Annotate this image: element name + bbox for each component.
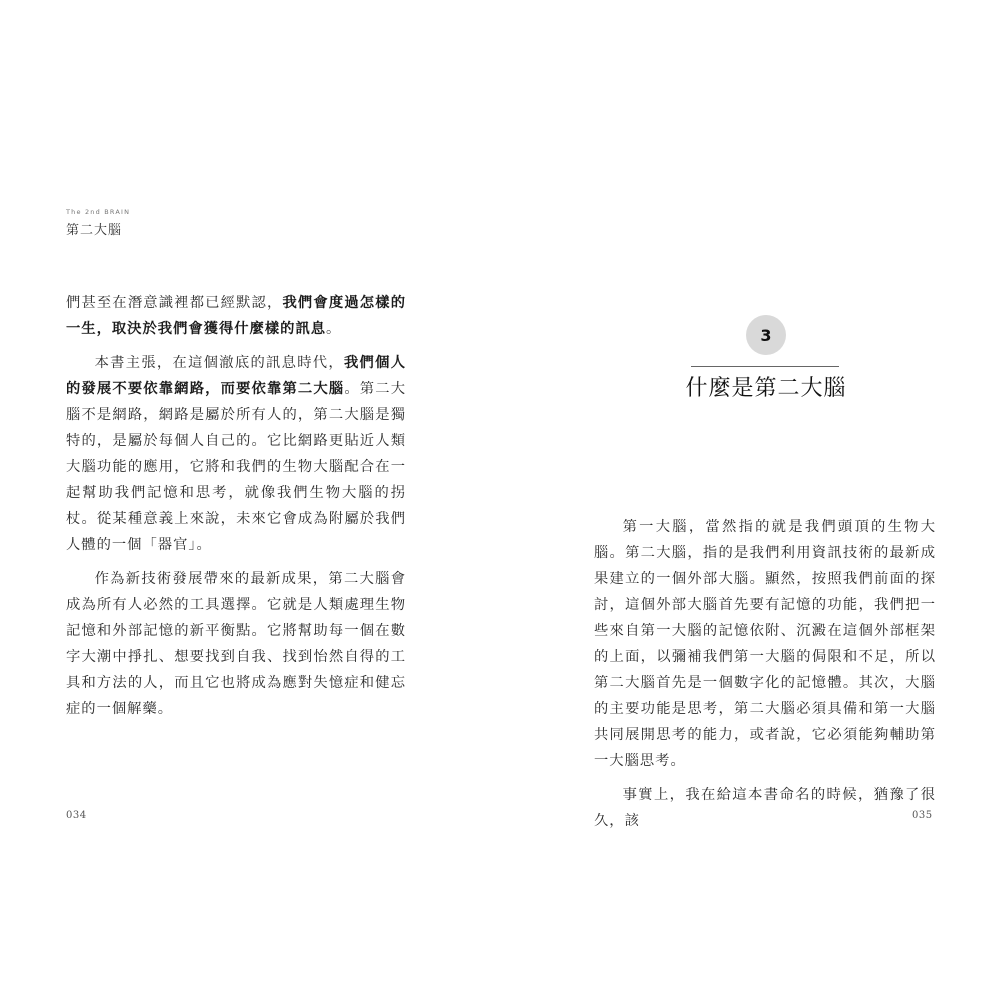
page-number-left: 034 (66, 810, 87, 821)
right-page-body (594, 514, 936, 842)
right-paragraph-2: 事實上，我在給這本書命名的時候，猶豫了很久，該 (594, 787, 936, 829)
text-run: 本書主張，在這個澈底的訊息時代， (94, 355, 344, 371)
left-paragraph-3 (66, 566, 406, 722)
header-chinese-title: 第二大腦 (66, 223, 123, 238)
chapter-title: 什麼是第二大腦 (685, 376, 847, 401)
left-paragraph-2 (66, 350, 406, 558)
page-number-right: 035 (912, 810, 933, 821)
text-run: 作為新技術發展帶來的最新成果，第二大腦會成為所有人必然的工具選擇。它就是人類處理生物記憶和外部記憶的新平衡點。它將幫助每一個在數字大潮中掙扎、想要找到自我、找到怡然自得的工具和方法的人，而且它也將成為應對失憶症和健忘症的一個解藥。 (66, 571, 406, 717)
chapter-divider (691, 366, 839, 367)
chapter-number-badge: 3 (746, 315, 786, 355)
text-run: 們甚至在潛意識裡都已經默認， (66, 295, 283, 311)
header-english-title: The 2nd BRAIN (66, 208, 131, 216)
text-run: 。第二大腦不是網路，網路是屬於所有人的，第二大腦是獨特的，是屬於每個人自己的。它比網路更貼近人類大腦功能的應用，它將和我們的生物大腦配合在一起幫助我們記憶和思考，就像我們生物大腦的拐杖。從某種意義上來說，未來它會成為附屬於我們人體的一個「器官」。 (66, 381, 407, 553)
left-paragraph-1 (66, 290, 406, 342)
right-paragraph-1: 第一大腦，當然指的就是我們頭頂的生物大腦。第二大腦，指的是我們利用資訊技術的最新成果建立的一個外部大腦。顯然，按照我們前面的探討，這個外部大腦首先要有記憶的功能，我們把一些來自第一大腦的記憶依附、沉澱在這個外部框架的上面，以彌補我們第一大腦的侷限和不足，所以第二大腦首先是一個數字化的記憶體。其次，大腦的主要功能是思考，第二大腦必須具備和第一大腦共同展開思考的能力，或者說，它必須能夠輔助第一大腦思考。 (594, 519, 936, 769)
emphasis-text: 我們會度過怎樣的一生，取決於我們會獲得什麼樣的訊息 (66, 295, 406, 337)
left-page-body (66, 290, 406, 730)
text-run: 。 (326, 321, 342, 337)
emphasis-text: 我們個人的發展不要依靠網路，而要依靠第二大腦 (66, 355, 407, 397)
